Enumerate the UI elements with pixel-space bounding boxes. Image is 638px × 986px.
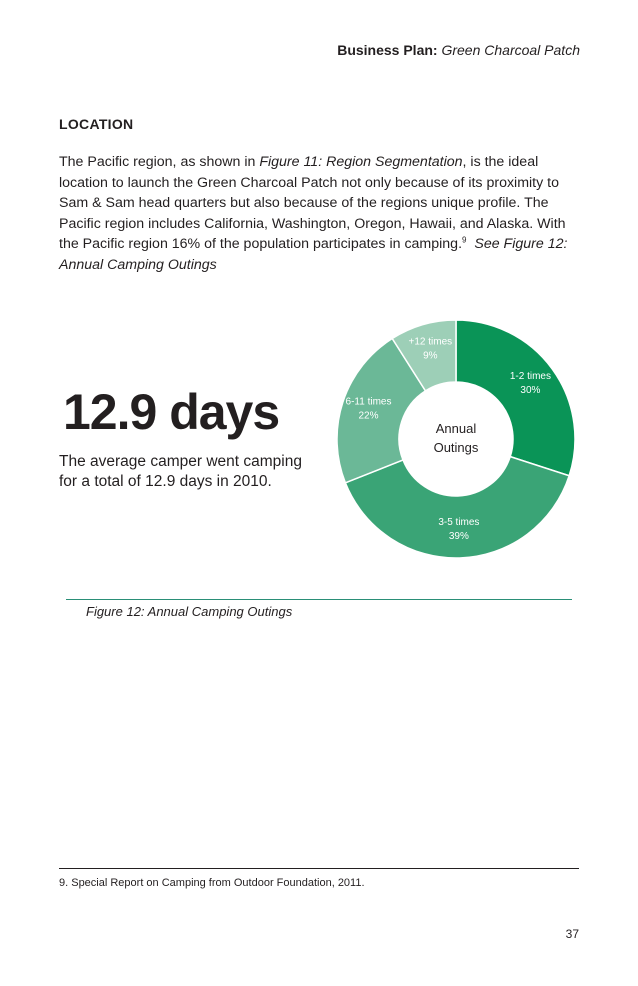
header-label: Business Plan: xyxy=(337,42,438,58)
donut-slice-1 xyxy=(345,457,569,558)
footnote: 9. Special Report on Camping from Outdoor Foundation, 2011. xyxy=(59,877,365,889)
slice-value-label-0: 30% xyxy=(520,384,541,396)
slice-label-0: 1-2 times xyxy=(509,370,551,382)
slice-value-label-3: 9% xyxy=(423,350,438,362)
running-header xyxy=(337,42,580,58)
paragraph-text-1: The Pacific region, as shown in xyxy=(59,154,260,170)
center-label-line-2: Outings xyxy=(433,440,479,455)
figure-caption: Figure 12: Annual Camping Outings xyxy=(86,604,293,619)
stat-description: The average camper went camping for a total of 12.9 days in 2010. xyxy=(59,453,302,490)
figure-11-reference: Figure 11: Region Segmentation xyxy=(259,154,463,170)
header-title: Green Charcoal Patch xyxy=(441,42,580,58)
slice-value-label-1: 39% xyxy=(448,530,469,542)
footnote-reference: 9 xyxy=(462,235,467,245)
center-label-line-1: Annual xyxy=(435,421,477,436)
section-heading: LOCATION xyxy=(59,116,134,132)
footnote-divider xyxy=(59,868,579,869)
slice-label-2: 6-11 times xyxy=(345,396,392,408)
paragraph-text-2: , is the ideal location to launch the Green Charcoal Patch not only because of its proximity to Sam & Sam head quarters but also because of the regions unique profile. The Pacific region includes California, Washington, Oregon, Hawaii, and Alaska. With the Pacific region 16% of the population participates in camping. xyxy=(59,154,566,252)
slice-value-label-2: 22% xyxy=(358,410,379,422)
slice-label-1: 3-5 times xyxy=(438,516,480,528)
stat-value: 12.9 days xyxy=(63,384,280,440)
body-paragraph xyxy=(59,152,589,275)
page-number: 37 xyxy=(565,927,579,941)
slice-label-3: +12 times xyxy=(408,336,453,348)
annual-outings-donut-chart xyxy=(318,312,586,572)
figure-12-reference: See Figure 12: Annual Camping Outings xyxy=(59,236,568,273)
figure-divider xyxy=(66,599,572,600)
